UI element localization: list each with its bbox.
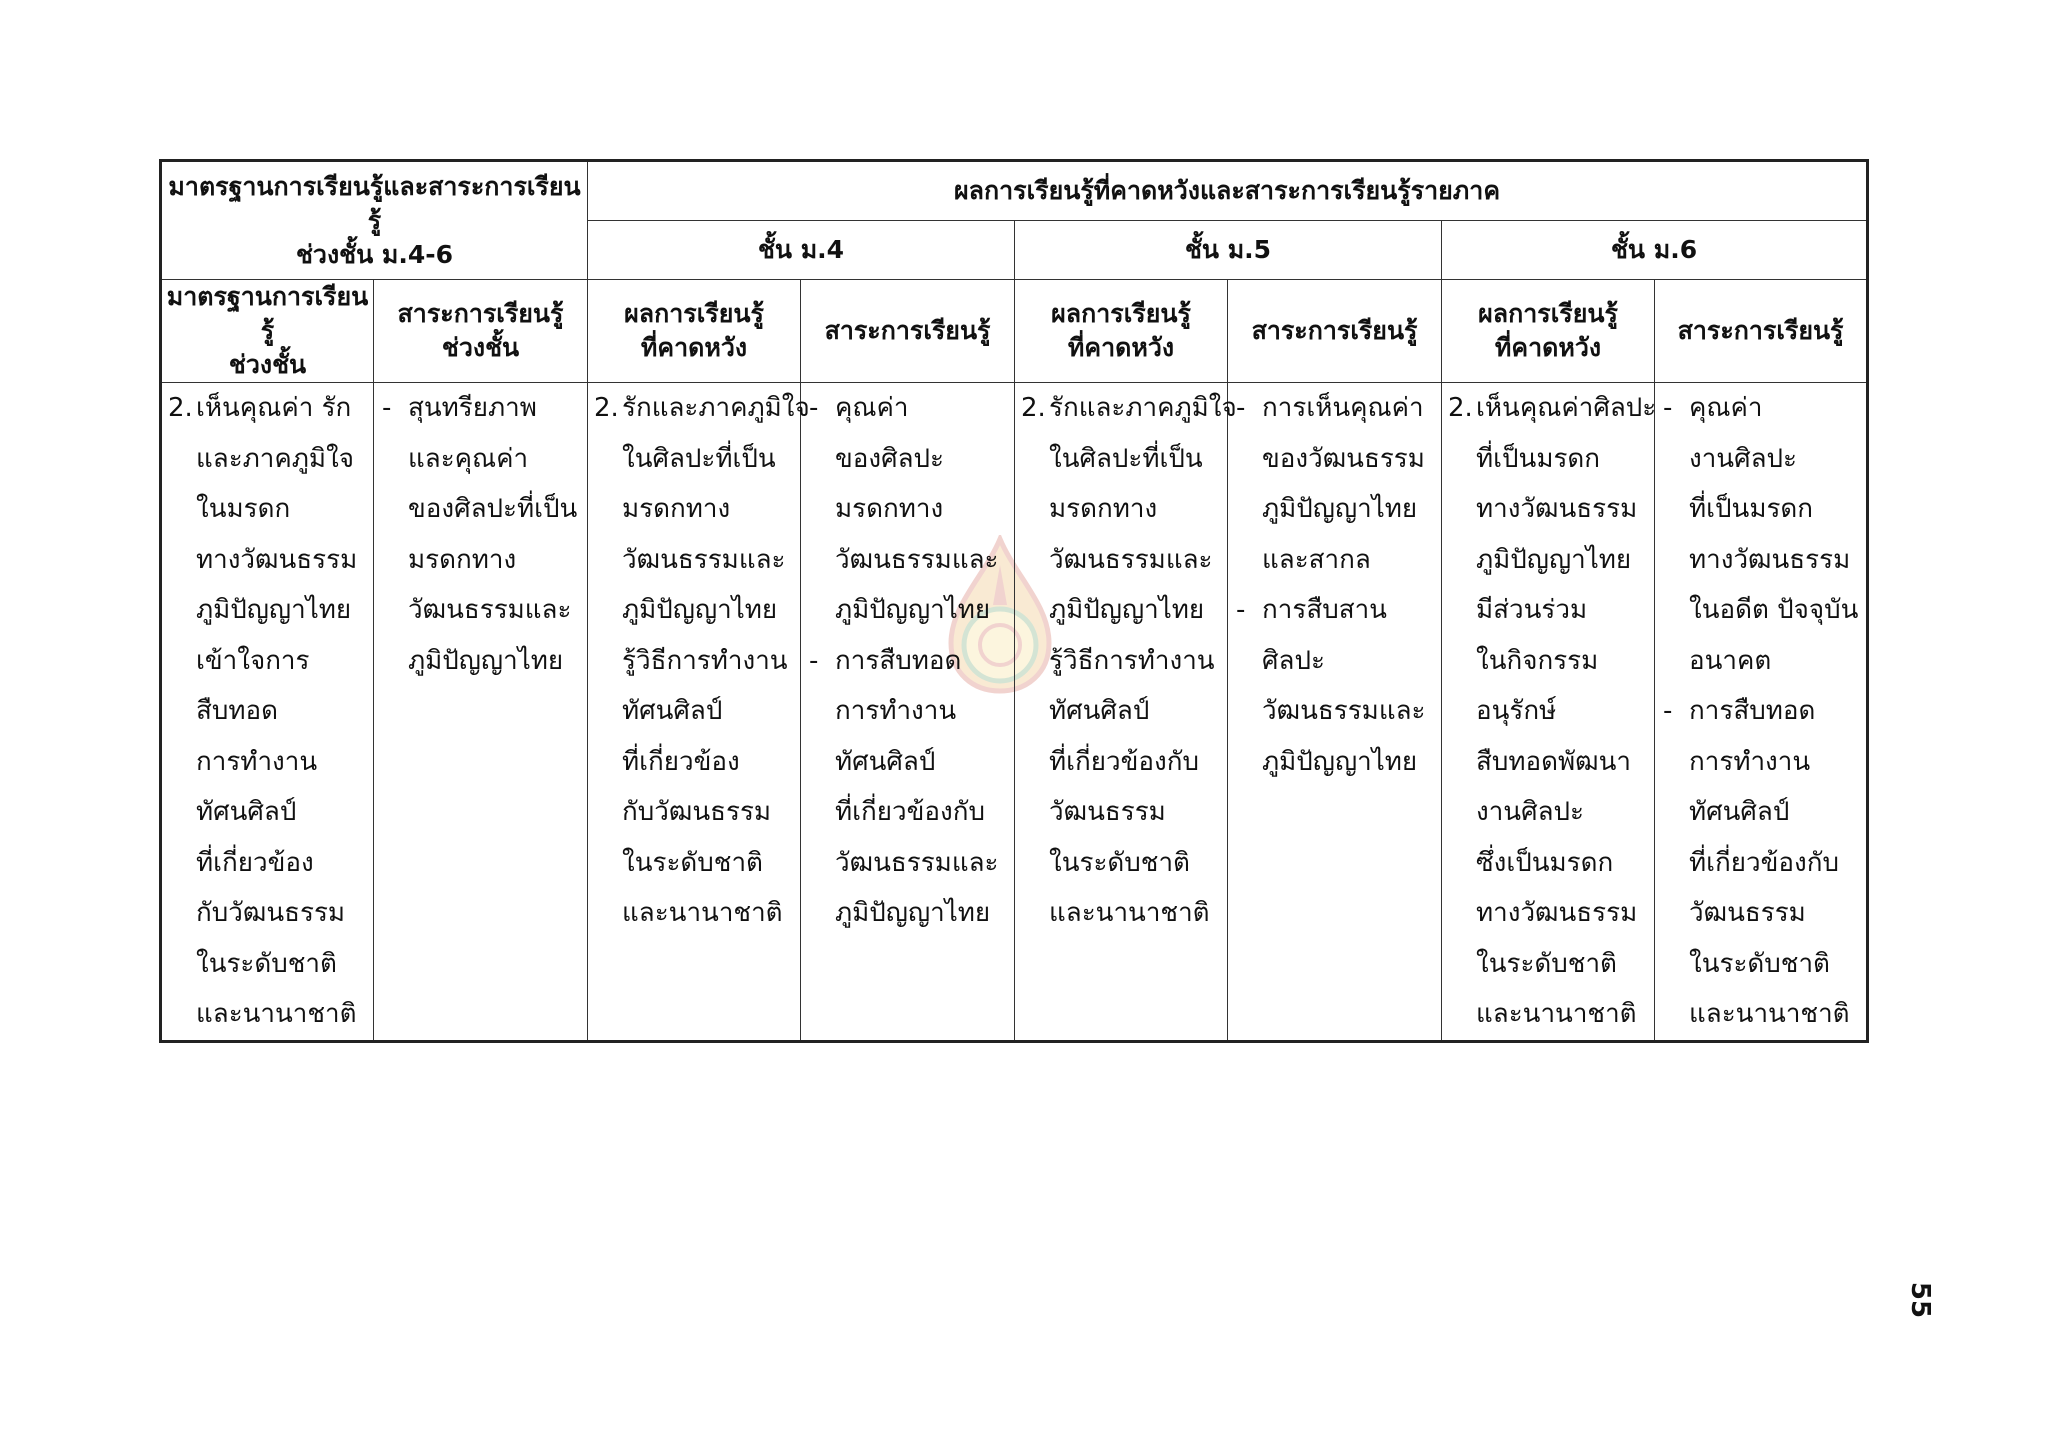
column-header-text: ผลการเรียนรู้ <box>624 299 764 328</box>
cell-text-line: งานศิลปะ <box>1476 797 1584 827</box>
cell-text-line: ซึ่งเป็นมรดก <box>1476 847 1614 878</box>
cell-text-line: ที่เกี่ยวข้อง <box>196 847 314 878</box>
table-cell <box>1655 383 1868 1042</box>
cell-text-line: ภูมิปัญญาไทย <box>1476 544 1632 575</box>
cell-text-line: ภูมิปัญญาไทย <box>196 595 352 625</box>
column-header-text: ผลการเรียนรู้ <box>1478 299 1618 328</box>
list-marker: - <box>809 393 819 423</box>
cell-text-line: ในระดับชาติ <box>1689 948 1830 979</box>
header-expected-outcomes: ผลการเรียนรู้ที่คาดหวังและสาระการเรียนรู้รายภาค <box>588 161 1868 221</box>
cell-text-line: ในระดับชาติ <box>1049 847 1190 878</box>
list-item <box>801 636 1014 939</box>
cell-text-line: ที่เกี่ยวข้อง <box>622 746 740 777</box>
cell-text-line: เห็นคุณค่า รัก <box>196 393 352 423</box>
cell-text-line: ในมรดก <box>196 494 291 524</box>
cell-text-line: กับวัฒนธรรม <box>622 797 772 827</box>
header-grade-m4: ชั้น ม.4 <box>588 221 1015 280</box>
cell-text-line: ที่เกี่ยวข้องกับ <box>1689 847 1839 878</box>
column-header-text: สาระการเรียนรู้ <box>1677 316 1844 345</box>
cell-text-line: สุนทรียภาพ <box>408 393 537 423</box>
cell-text-line: ในกิจกรรม <box>1476 645 1599 676</box>
list-marker: - <box>809 645 819 676</box>
column-header-text: ที่คาดหวัง <box>1494 333 1602 362</box>
cell-text-line: ทัศนศิลป์ <box>1049 696 1150 726</box>
column-header-text: ผลการเรียนรู้ <box>1051 299 1191 328</box>
cell-text-line: ทางวัฒนธรรม <box>196 544 358 575</box>
cell-text-line: ภูมิปัญญาไทย <box>1049 595 1205 625</box>
column-header <box>588 280 801 383</box>
cell-text-line: สืบทอดพัฒนา <box>1476 746 1632 777</box>
list-item <box>1228 383 1441 585</box>
table-cell <box>1015 383 1237 1042</box>
column-header <box>801 280 1015 383</box>
column-header <box>1015 280 1228 383</box>
cell-text-line: รู้วิธีการทำงาน <box>1049 645 1215 676</box>
cell-text-line: และสากล <box>1262 544 1371 575</box>
list-item <box>1655 383 1866 686</box>
cell-text-line: ในระดับชาติ <box>622 847 763 878</box>
cell-text-line: มีส่วนร่วม <box>1476 595 1588 625</box>
table-cell <box>1442 383 1655 1042</box>
cell-text-line: รักและภาคภูมิใจ <box>622 393 810 423</box>
column-header-text: ที่คาดหวัง <box>1067 333 1175 362</box>
cell-text-line: อนาคต <box>1689 645 1772 676</box>
cell-text-line: คุณค่า <box>835 393 909 423</box>
cell-text-line: ทัศนศิลป์ <box>622 696 723 726</box>
cell-text-line: ทางวัฒนธรรม <box>1476 494 1638 524</box>
list-item <box>1015 383 1237 939</box>
column-header-text: ที่คาดหวัง <box>640 333 748 362</box>
column-header-text: ช่วงชั้น <box>228 350 307 379</box>
list-marker: 2. <box>168 393 193 423</box>
header-grade-m6: ชั้น ม.6 <box>1442 221 1868 280</box>
list-item <box>1655 686 1866 1040</box>
cell-text-line: และนานาชาติ <box>196 999 357 1029</box>
cell-text-line: ที่เกี่ยวข้องกับ <box>1049 746 1199 777</box>
cell-text-line: คุณค่า <box>1689 393 1763 423</box>
cell-text-line: วัฒนธรรม <box>1049 797 1166 827</box>
column-header <box>161 280 374 383</box>
cell-text-line: ทัศนศิลป์ <box>196 797 297 827</box>
cell-text-line: การเห็นคุณค่า <box>1262 393 1424 423</box>
page-number: 55 <box>1905 1281 1935 1319</box>
column-header-text: ช่วงชั้น <box>441 333 520 362</box>
column-header-text: สาระการเรียนรู้ <box>397 299 564 328</box>
cell-text-line: การทำงาน <box>835 696 957 726</box>
list-marker: 2. <box>594 393 619 423</box>
table-cell <box>161 383 374 1042</box>
table-cell <box>801 383 1015 1042</box>
curriculum-table <box>159 159 1869 1043</box>
cell-text-line: งานศิลปะ <box>1689 443 1797 474</box>
list-marker: 2. <box>1021 393 1046 423</box>
cell-text-line: ภูมิปัญญาไทย <box>835 898 991 928</box>
cell-text-line: การสืบทอด <box>1689 696 1816 726</box>
cell-text-line: และนานาชาติ <box>1049 898 1210 928</box>
cell-text-line: มรดกทาง <box>1049 494 1158 524</box>
list-marker: 2. <box>1448 393 1473 423</box>
column-header <box>1442 280 1655 383</box>
list-item <box>1228 585 1441 787</box>
cell-text-line: มรดกทาง <box>835 494 944 524</box>
cell-text-line: ทางวัฒนธรรม <box>1476 898 1638 928</box>
table-cell <box>374 383 588 1042</box>
cell-text-line: มรดกทาง <box>408 544 517 575</box>
header-standards-and-content: มาตรฐานการเรียนรู้และสาระการเรียนรู้ ช่วงชั้น ม.4-6 <box>161 161 588 280</box>
cell-text-line: ทางวัฒนธรรม <box>1689 544 1851 575</box>
column-header <box>1228 280 1442 383</box>
cell-text-line: กับวัฒนธรรม <box>196 898 346 928</box>
cell-text-line: วัฒนธรรมและ <box>1049 544 1213 575</box>
column-header-text: สาระการเรียนรู้ <box>1251 316 1418 345</box>
column-header <box>1655 280 1868 383</box>
list-marker: - <box>1663 696 1673 726</box>
cell-text-line: และนานาชาติ <box>1689 999 1850 1029</box>
list-marker: - <box>1236 393 1246 423</box>
cell-text-line: ในระดับชาติ <box>196 948 337 979</box>
cell-text-line: ทัศนศิลป์ <box>1689 797 1790 827</box>
list-marker: - <box>382 393 392 423</box>
cell-text-line: ในระดับชาติ <box>1476 948 1617 979</box>
cell-text-line: ในศิลปะที่เป็น <box>1049 443 1203 474</box>
cell-text-line: ที่เป็นมรดก <box>1476 443 1601 474</box>
cell-text-line: การทำงาน <box>1689 746 1811 777</box>
cell-text-line: วัฒนธรรมและ <box>622 544 786 575</box>
column-header <box>374 280 588 383</box>
cell-text-line: วัฒนธรรมและ <box>1262 696 1426 726</box>
list-marker: - <box>1663 393 1673 423</box>
cell-text-line: และนานาชาติ <box>1476 999 1637 1029</box>
cell-text-line: วัฒนธรรมและ <box>835 544 999 575</box>
column-header-text: มาตรฐานการเรียนรู้ <box>166 282 369 345</box>
cell-text-line: ภูมิปัญญาไทย <box>835 595 991 625</box>
list-item <box>374 383 587 686</box>
table-cell <box>588 383 810 1042</box>
cell-text-line: และคุณค่า <box>408 443 529 474</box>
table-cell <box>1228 383 1442 1042</box>
cell-text-line: วัฒนธรรม <box>1689 898 1806 928</box>
cell-text-line: สืบทอด <box>196 696 279 726</box>
cell-text-line: อนุรักษ์ <box>1476 696 1557 726</box>
cell-text-line: ของวัฒนธรรม <box>1262 443 1425 474</box>
cell-text-line: ทัศนศิลป์ <box>835 746 936 777</box>
cell-text-line: การสืบสาน <box>1262 595 1387 625</box>
cell-text-line: ภูมิปัญญาไทย <box>1262 494 1418 524</box>
cell-text-line: ที่เป็นมรดก <box>1689 494 1814 524</box>
cell-text-line: วัฒนธรรมและ <box>408 595 572 625</box>
cell-text-line: ในศิลปะที่เป็น <box>622 443 776 474</box>
cell-text-line: ของศิลปะ <box>835 443 945 474</box>
header-grade-m5: ชั้น ม.5 <box>1015 221 1442 280</box>
cell-text-line: รู้วิธีการทำงาน <box>622 645 788 676</box>
cell-text-line: และภาคภูมิใจ <box>196 443 354 474</box>
cell-text-line: รักและภาคภูมิใจ <box>1049 393 1237 423</box>
cell-text-line: ศิลปะ <box>1262 645 1325 676</box>
list-item <box>588 383 810 939</box>
cell-text-line: ที่เกี่ยวข้องกับ <box>835 797 985 827</box>
list-item <box>801 383 1014 636</box>
list-item <box>1442 383 1657 1040</box>
cell-text-line: ภูมิปัญญาไทย <box>622 595 778 625</box>
list-marker: - <box>1236 595 1246 625</box>
cell-text-line: เห็นคุณค่าศิลปะ <box>1476 393 1657 423</box>
cell-text-line: มรดกทาง <box>622 494 731 524</box>
list-item <box>162 383 373 1040</box>
cell-text-line: ในอดีต ปัจจุบัน <box>1689 595 1859 625</box>
cell-text-line: เข้าใจการ <box>196 645 310 676</box>
cell-text-line: ภูมิปัญญาไทย <box>1262 746 1418 777</box>
cell-text-line: การสืบทอด <box>835 645 962 676</box>
column-header-text: สาระการเรียนรู้ <box>824 316 991 345</box>
cell-text-line: และนานาชาติ <box>622 898 783 928</box>
cell-text-line: ภูมิปัญญาไทย <box>408 645 564 676</box>
cell-text-line: ของศิลปะที่เป็น <box>408 494 578 524</box>
cell-text-line: การทำงาน <box>196 746 318 777</box>
cell-text-line: วัฒนธรรมและ <box>835 847 999 878</box>
